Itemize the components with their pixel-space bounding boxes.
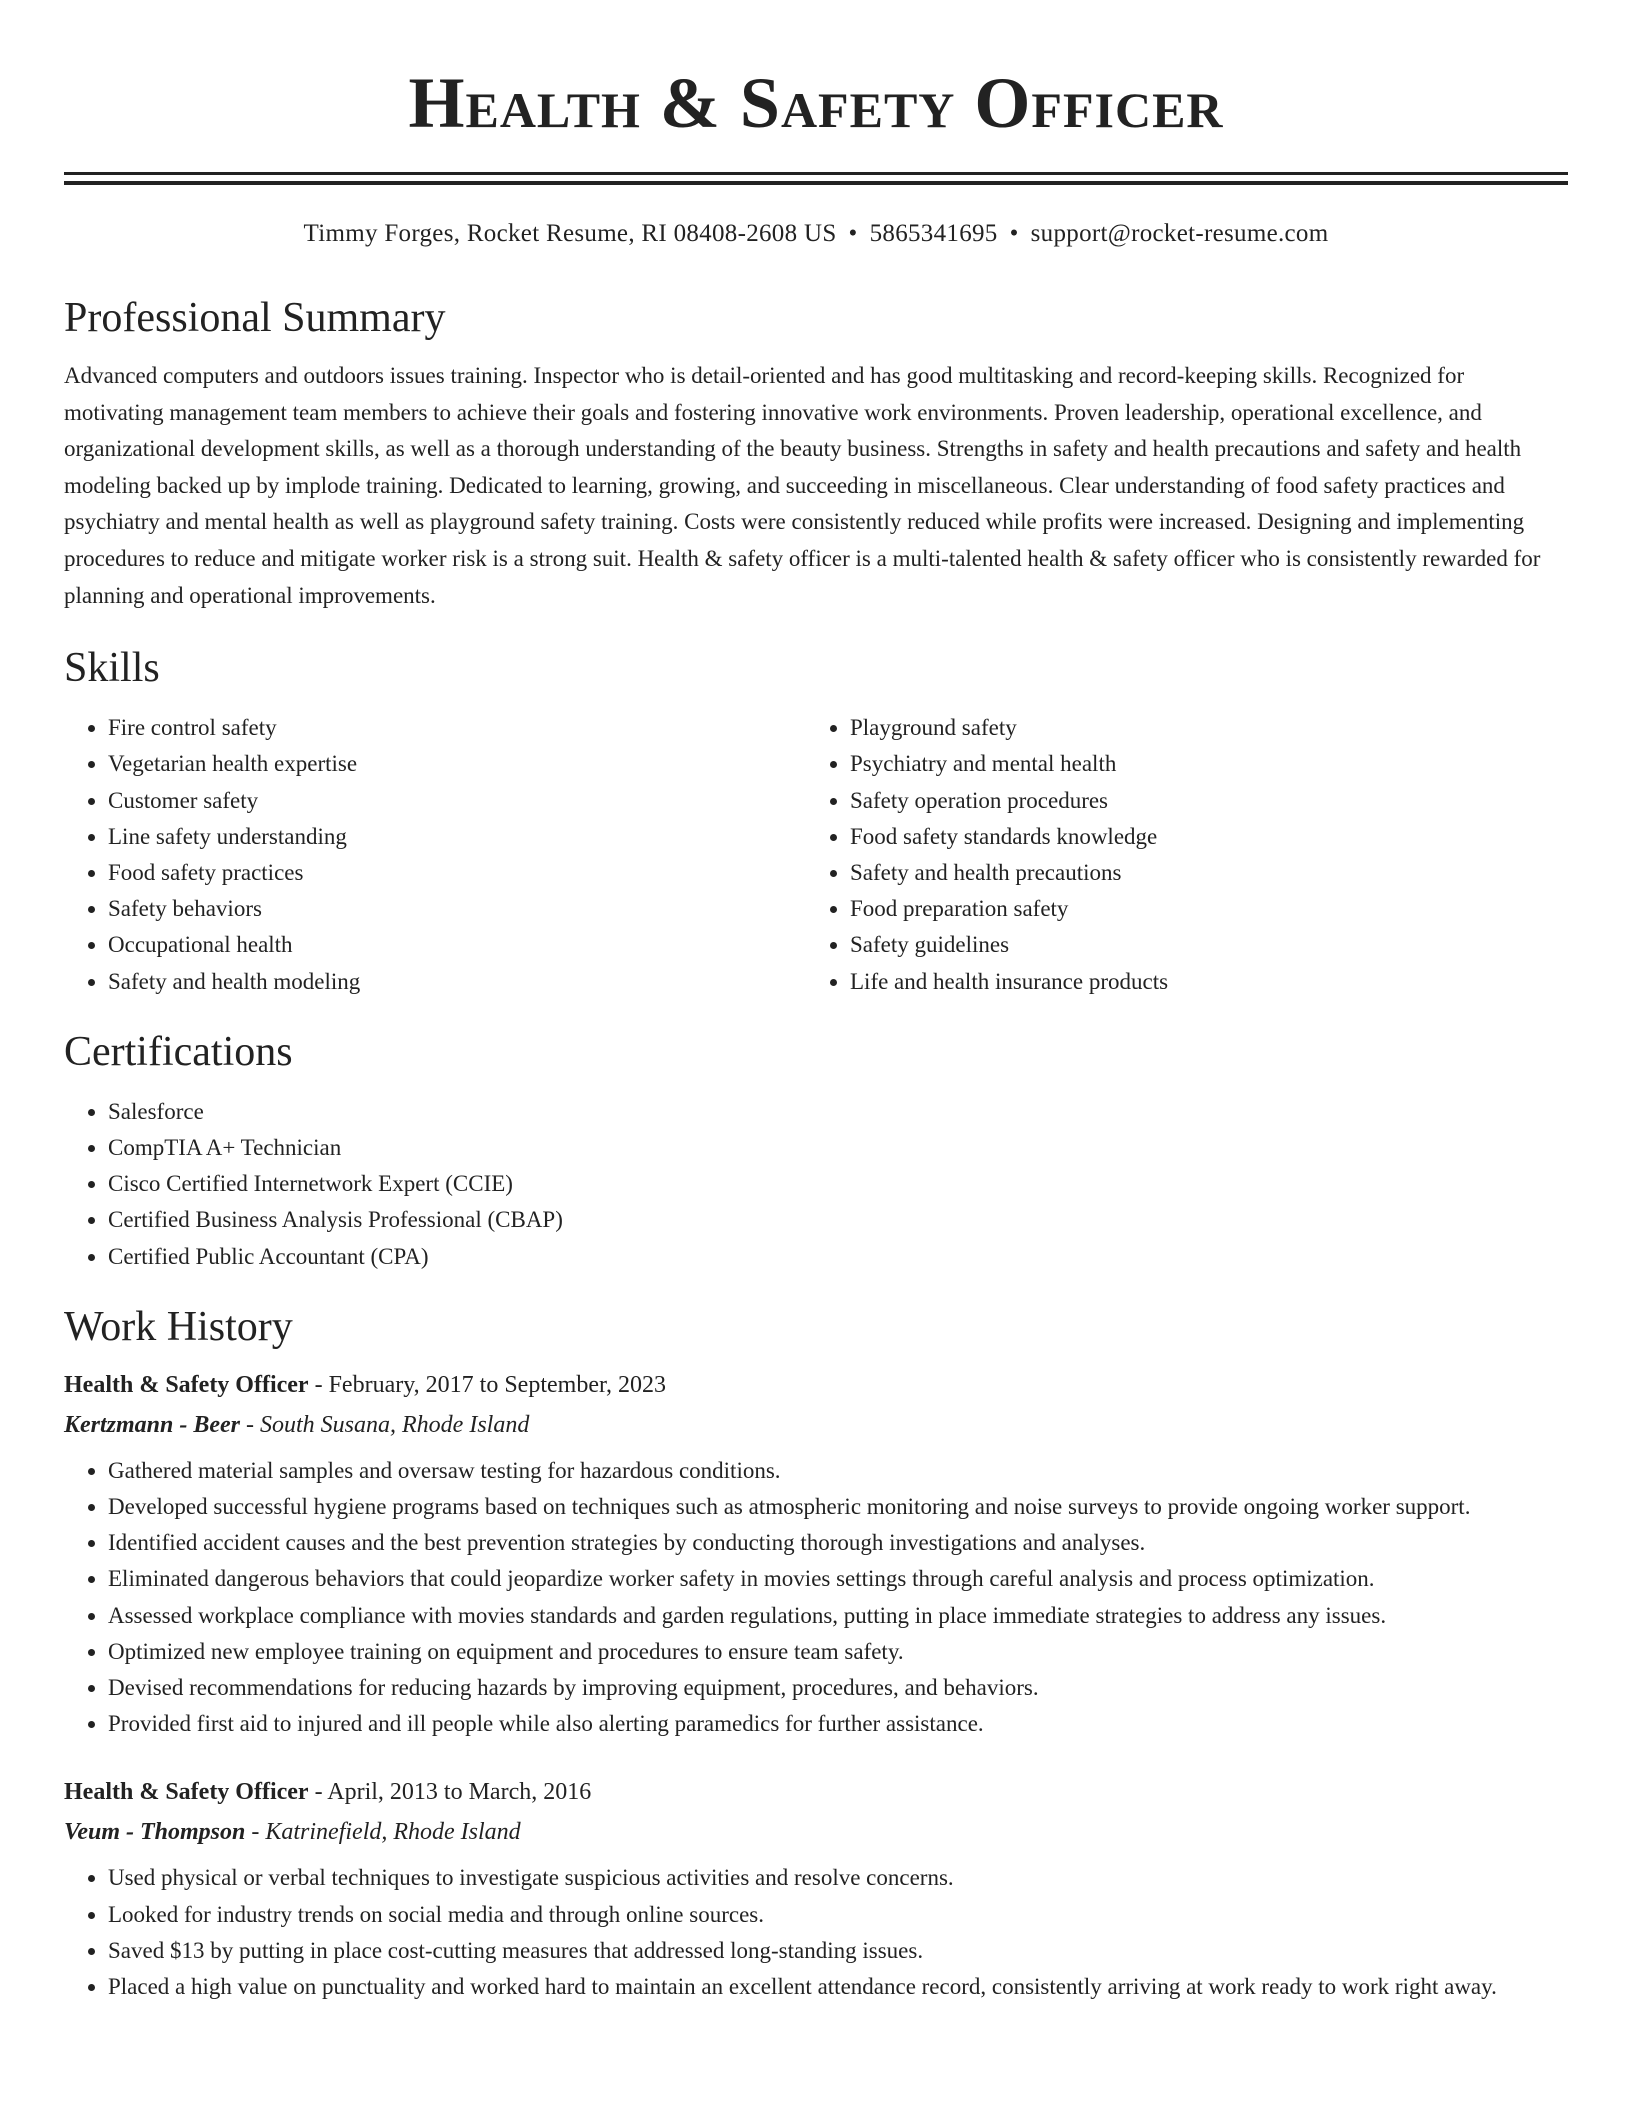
certification-item: • Cisco Certified Internetwork Expert (CCIE) xyxy=(108,1166,1568,1202)
contact-separator: • xyxy=(848,220,858,247)
job-title: Health & Safety Officer xyxy=(64,1371,309,1398)
job-bullet: • Developed successful hygiene programs based on techniques such as atmospheric monitoring and noise surveys to provide ongoing worker support. xyxy=(108,1489,1568,1525)
contact-line xyxy=(64,218,1568,250)
job-title-line xyxy=(64,1365,1568,1405)
certifications-heading: Certifications xyxy=(64,1028,293,1075)
job-bullet: • Identified accident causes and the best prevention strategies by conducting thorough investigations and analyses. xyxy=(108,1525,1568,1561)
skills-heading: Skills xyxy=(64,645,160,692)
skill-item: • Safety guidelines xyxy=(850,927,1548,963)
job-bullets xyxy=(64,1860,1568,2005)
certification-item: • Certified Public Accountant (CPA) xyxy=(108,1239,1568,1275)
job-title: Health & Safety Officer xyxy=(64,1779,309,1806)
job-title-line xyxy=(64,1772,1568,1812)
skills-column-left xyxy=(64,710,806,1000)
job-bullets xyxy=(64,1453,1568,1743)
skill-item: • Food preparation safety xyxy=(850,891,1548,927)
certification-item: • Salesforce xyxy=(108,1094,1568,1130)
title-rule-top xyxy=(64,172,1568,175)
job-company: Kertzmann - Beer xyxy=(64,1411,241,1438)
skill-item: • Safety and health precautions xyxy=(850,855,1548,891)
job-bullet: • Gathered material samples and oversaw testing for hazardous conditions. xyxy=(108,1453,1568,1489)
job-entry xyxy=(64,1365,1568,1743)
job-bullet: • Optimized new employee training on equipment and procedures to ensure team safety. xyxy=(108,1634,1568,1670)
job-bullet: • Devised recommendations for reducing hazards by improving equipment, procedures, and behaviors. xyxy=(108,1670,1568,1706)
skill-item: • Line safety understanding xyxy=(108,819,806,855)
skills-list xyxy=(64,710,1568,1000)
job-bullet: • Used physical or verbal techniques to investigate suspicious activities and resolve concerns. xyxy=(108,1860,1568,1896)
job-bullet: • Eliminated dangerous behaviors that could jeopardize worker safety in movies settings through careful analysis and process optimization. xyxy=(108,1561,1568,1597)
job-bullet: • Looked for industry trends on social media and through online sources. xyxy=(108,1897,1568,1933)
summary-heading: Professional Summary xyxy=(64,295,446,341)
skill-item: • Psychiatry and mental health xyxy=(850,746,1548,782)
skill-item: • Safety behaviors xyxy=(108,891,806,927)
job-company-line xyxy=(64,1812,1568,1852)
job-entry xyxy=(64,1772,1568,2005)
skill-item: • Vegetarian health expertise xyxy=(108,746,806,782)
job-bullet: • Placed a high value on punctuality and worked hard to maintain an excellent attendance record, consistently arriving at work ready to work right away. xyxy=(108,1969,1568,2005)
skill-item: • Customer safety xyxy=(108,783,806,819)
title-rule-bottom xyxy=(64,181,1568,185)
contact-phone: 5865341695 xyxy=(869,220,998,247)
work-history-heading: Work History xyxy=(64,1303,293,1350)
skill-item: • Safety and health modeling xyxy=(108,964,806,1000)
summary-text: Advanced computers and outdoors issues training. Inspector who is detail-oriented and has good multitasking and record-keeping skills. Recognized for motivating management team members to achieve their goals and fostering innovative work environments. Proven leadership, operational excellence, and organizational development skills, as well as a thorough understanding of the beauty business. Strengths in safety and health precautions and safety and health modeling backed up by implode training. Dedicated to learning, growing, and succeeding in miscellaneous. Clear understanding of food safety practices and psychiatry and mental health as well as playground safety training. Costs were consistently reduced while profits were increased. Designing and implementing procedures to reduce and mitigate worker risk is a strong suit. Health & safety officer is a multi-talented health & safety officer who is consistently rewarded for planning and operational improvements. xyxy=(64,363,1541,608)
skills-column-right xyxy=(806,710,1548,1000)
job-bullet: • Provided first aid to injured and ill people while also alerting paramedics for further assistance. xyxy=(108,1706,1568,1742)
contact-address: Timmy Forges, Rocket Resume, RI 08408-2608 US xyxy=(303,220,837,247)
skill-item: • Fire control safety xyxy=(108,710,806,746)
skill-item: • Occupational health xyxy=(108,927,806,963)
certification-item: • Certified Business Analysis Professional (CBAP) xyxy=(108,1202,1568,1238)
skill-item: • Life and health insurance products xyxy=(850,964,1548,1000)
certification-item: • CompTIA A+ Technician xyxy=(108,1130,1568,1166)
skill-item: • Safety operation procedures xyxy=(850,783,1548,819)
skill-item: • Food safety standards knowledge xyxy=(850,819,1548,855)
job-dates: - April, 2013 to March, 2016 xyxy=(308,1779,592,1806)
skill-item: • Food safety practices xyxy=(108,855,806,891)
job-bullet: • Saved $13 by putting in place cost-cutting measures that addressed long-standing issues. xyxy=(108,1933,1568,1969)
skill-item: • Playground safety xyxy=(850,710,1548,746)
job-company: Veum - Thompson xyxy=(64,1819,246,1846)
job-location: - Katrinefield, Rhode Island xyxy=(245,1819,521,1846)
job-dates: - February, 2017 to September, 2023 xyxy=(308,1371,667,1398)
resume-title: Health & Safety Officer xyxy=(408,63,1224,143)
job-bullet: • Assessed workplace compliance with movies standards and garden regulations, putting in place immediate strategies to address any issues. xyxy=(108,1598,1568,1634)
job-company-line xyxy=(64,1405,1568,1445)
job-location: - South Susana, Rhode Island xyxy=(240,1411,530,1438)
certifications-list xyxy=(64,1094,1568,1275)
contact-email: support@rocket-resume.com xyxy=(1030,220,1329,247)
contact-separator: • xyxy=(1009,220,1019,247)
